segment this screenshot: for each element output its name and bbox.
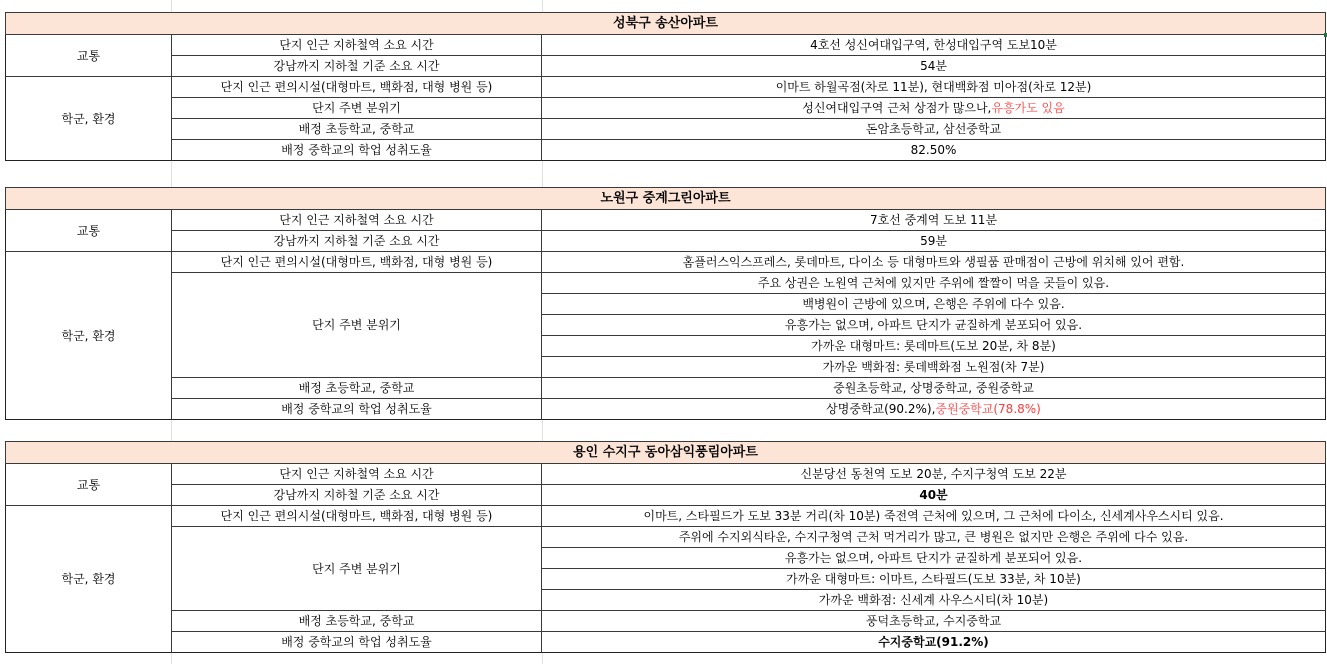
row-label-text: 단지 주변 분위기: [312, 101, 401, 115]
row-label[interactable]: [172, 632, 542, 653]
category-school-environment[interactable]: [5, 506, 172, 653]
mood-line[interactable]: [542, 294, 1326, 315]
row-label[interactable]: [172, 506, 542, 527]
apartment-title[interactable]: [5, 187, 1326, 210]
mood-line-text: 가까운 백화점: 롯데백화점 노원점(차 7분): [822, 360, 1045, 374]
achievement-text: 82.50%: [910, 143, 957, 157]
row-label[interactable]: [172, 378, 542, 399]
row-label-text: 배정 중학교의 학업 성취도율: [281, 402, 432, 416]
mood-line[interactable]: [542, 315, 1326, 336]
achievement-text: 수지중학교(91.2%): [878, 635, 989, 649]
mood-line[interactable]: [542, 357, 1326, 378]
row-label[interactable]: [172, 77, 542, 98]
row-label-text: 단지 인근 편의시설(대형마트, 백화점, 대형 병원 등): [220, 509, 493, 523]
row-label-text: 강남까지 지하철 기준 소요 시간: [273, 234, 440, 248]
apartment-title[interactable]: [5, 441, 1326, 464]
row-value[interactable]: [542, 56, 1326, 77]
row-label[interactable]: [172, 35, 542, 56]
row-label-text: 배정 초등학교, 중학교: [298, 122, 415, 136]
mood-line[interactable]: [542, 569, 1326, 590]
row-value[interactable]: [542, 210, 1326, 231]
row-label[interactable]: [172, 210, 542, 231]
category-traffic[interactable]: [5, 210, 172, 252]
row-label[interactable]: [172, 399, 542, 420]
row-value-text: 풍덕초등학교, 수지중학교: [865, 614, 1002, 628]
row-value[interactable]: [542, 77, 1326, 98]
row-value-text: 중원초등학교, 상명중학교, 중원중학교: [833, 381, 1034, 395]
row-value-text: 59분: [920, 234, 947, 248]
row-label-mood[interactable]: [172, 98, 542, 119]
mood-line-text: 주위에 수지외식타운, 수지구청역 근처 먹거리가 많고, 큰 병원은 없지만 은행은 주위에 다수 있음.: [678, 530, 1189, 544]
mood-line[interactable]: [542, 273, 1326, 294]
row-label-text: 배정 초등학교, 중학교: [298, 614, 415, 628]
row-label-text: 단지 인근 지하철역 소요 시간: [279, 467, 434, 481]
row-value-text: 신분당선 동천역 도보 20분, 수지구청역 도보 22분: [800, 467, 1067, 481]
row-value-text: 4호선 성신여대입구역, 한성대입구역 도보10분: [810, 38, 1057, 52]
category-school-environment-label: 학군, 환경: [61, 328, 116, 343]
row-value[interactable]: [542, 231, 1326, 252]
row-label[interactable]: [172, 485, 542, 506]
achievement-highlight: 중원중학교(78.8%): [935, 402, 1041, 416]
category-school-environment[interactable]: [5, 77, 172, 161]
category-traffic-label: 교통: [76, 223, 101, 238]
category-traffic-label: 교통: [76, 48, 101, 63]
mood-line[interactable]: [542, 590, 1326, 611]
row-label-mood[interactable]: [172, 527, 542, 611]
row-label[interactable]: [172, 252, 542, 273]
row-label-text: 배정 중학교의 학업 성취도율: [281, 635, 432, 649]
row-label-text: 단지 인근 지하철역 소요 시간: [279, 38, 434, 52]
row-label-text: 단지 인근 지하철역 소요 시간: [279, 213, 434, 227]
row-value-text: 54분: [920, 59, 947, 73]
row-label[interactable]: [172, 140, 542, 161]
category-traffic[interactable]: [5, 464, 172, 506]
row-value[interactable]: [542, 611, 1326, 632]
apartment-title-text: 성북구 송산아파트: [613, 16, 718, 31]
row-value[interactable]: [542, 252, 1326, 273]
apartment-title-text: 노원구 중계그린아파트: [600, 191, 731, 206]
row-label[interactable]: [172, 464, 542, 485]
apartment-title[interactable]: [5, 12, 1326, 35]
row-label-text: 강남까지 지하철 기준 소요 시간: [273, 59, 440, 73]
category-school-environment-label: 학군, 환경: [61, 111, 116, 126]
category-traffic[interactable]: [5, 35, 172, 77]
row-value-text: 이마트 하월곡점(차로 11분), 현대백화점 미아점(차로 12분): [775, 80, 1092, 94]
row-value[interactable]: [542, 119, 1326, 140]
apartment-title-text: 용인 수지구 동아삼익풍림아파트: [573, 445, 758, 460]
mood-line[interactable]: [542, 98, 1326, 119]
achievement-text: 상명중학교(90.2%),: [826, 402, 936, 416]
row-label[interactable]: [172, 56, 542, 77]
category-school-environment-label: 학군, 환경: [61, 572, 116, 586]
row-label-text: 배정 중학교의 학업 성취도율: [281, 143, 432, 157]
row-value[interactable]: [542, 378, 1326, 399]
row-label[interactable]: [172, 611, 542, 632]
row-label[interactable]: [172, 119, 542, 140]
mood-line-text: 가까운 백화점: 신세계 사우스시티(차 10분): [818, 593, 1049, 607]
mood-line-text: 가까운 대형마트: 롯데마트(도보 20분, 차 8분): [811, 339, 1056, 353]
row-value-text: 돈암초등학교, 삼선중학교: [865, 122, 1002, 136]
mood-line-text: 가까운 대형마트: 이마트, 스타필드(도보 33분, 차 10분): [786, 572, 1081, 586]
row-value-text: 이마트, 스타필드가 도보 33분 거리(차 10분) 죽전역 근처에 있으며, 그 근처에 다이소, 신세계사우스시티 있음.: [643, 509, 1224, 523]
row-label[interactable]: [172, 231, 542, 252]
mood-line-text: 백병원이 근방에 있으며, 은행은 주위에 다수 있음.: [802, 297, 1065, 311]
mood-line-text: 유흥가는 없으며, 아파트 단지가 균질하게 분포되어 있음.: [784, 318, 1083, 332]
row-label-text: 단지 주변 분위기: [312, 561, 401, 576]
row-label-text: 배정 초등학교, 중학교: [298, 381, 415, 395]
mood-line-text: 주요 상권은 노원역 근처에 있지만 주위에 짤짤이 먹을 곳들이 있음.: [757, 276, 1110, 290]
mood-line-text: 성신여대입구역 근처 상점가 많으나,: [802, 101, 992, 115]
row-value-text: 40분: [919, 488, 948, 502]
category-school-environment[interactable]: [5, 252, 172, 420]
category-traffic-label: 교통: [76, 477, 101, 492]
mood-line[interactable]: [542, 336, 1326, 357]
row-value-text: 홈플러스익스프레스, 롯데마트, 다이소 등 대형마트와 생필품 판매점이 근방에 위치해 있어 편함.: [682, 255, 1185, 269]
achievement-value[interactable]: [542, 632, 1326, 653]
row-label-text: 단지 주변 분위기: [312, 318, 401, 332]
mood-line-text: 유흥가는 없으며, 아파트 단지가 균질하게 분포되어 있음.: [784, 551, 1083, 565]
mood-line[interactable]: [542, 527, 1326, 548]
row-label-mood[interactable]: [172, 273, 542, 378]
mood-line[interactable]: [542, 548, 1326, 569]
row-value[interactable]: [542, 506, 1326, 527]
row-value[interactable]: [542, 35, 1326, 56]
row-label-text: 단지 인근 편의시설(대형마트, 백화점, 대형 병원 등): [220, 255, 493, 269]
achievement-value[interactable]: [542, 399, 1326, 420]
row-label-text: 강남까지 지하철 기준 소요 시간: [273, 488, 440, 502]
row-value[interactable]: [542, 485, 1326, 506]
mood-line-highlight: 유흥가도 있음: [991, 101, 1065, 115]
achievement-value[interactable]: [542, 140, 1326, 161]
row-value-text: 7호선 중계역 도보 11분: [869, 213, 998, 227]
row-value[interactable]: [542, 464, 1326, 485]
row-label-text: 단지 인근 편의시설(대형마트, 백화점, 대형 병원 등): [220, 80, 493, 94]
